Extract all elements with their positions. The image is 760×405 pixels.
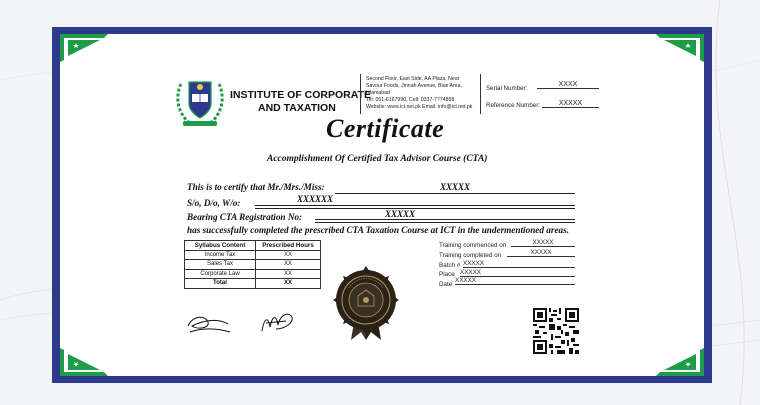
certificate-title: Certificate — [326, 114, 445, 143]
signature-left-icon — [184, 312, 234, 336]
sodowo-label: S/o, D/o, W/o: — [187, 198, 241, 208]
corner-ornament-bottom-left — [60, 348, 108, 376]
signature-right-icon — [256, 309, 298, 337]
registration-label: Bearing CTA Registration No: — [187, 212, 303, 222]
table-total-row: Total XX — [185, 279, 321, 289]
corner-ornament-top-left — [60, 34, 108, 62]
training-commenced-label: Training commenced on — [439, 242, 507, 249]
qr-code-icon — [533, 308, 579, 354]
date-label: Date — [439, 281, 453, 288]
certificate-sheet — [60, 34, 704, 376]
training-completed-label: Training completed on — [439, 252, 502, 259]
training-commenced-value: XXXXX — [511, 239, 575, 247]
wax-seal-icon — [333, 266, 399, 340]
syllabus-table — [184, 240, 321, 289]
table-row: Sales Tax XX — [185, 260, 321, 270]
date-value: XXXXX — [455, 277, 575, 285]
certify-value: XXXXX — [439, 182, 470, 192]
table-row: Income Tax XX — [185, 250, 321, 260]
certificate-subtitle: Accomplishment Of Certified Tax Advisor Course (CTA) — [267, 154, 488, 164]
certify-label: This is to certify that Mr./Mrs./Miss: — [187, 182, 325, 192]
corner-ornament-bottom-right — [656, 348, 704, 376]
institute-name-line1: INSTITUTE OF CORPORATE — [230, 89, 371, 101]
reference-number-label: Reference Number: — [486, 102, 540, 109]
place-value: XXXXX — [460, 269, 575, 277]
completion-text: has successfully completed the prescribed CTA Taxation Course at ICT in the undermentioned areas. — [187, 225, 569, 235]
place-label: Place — [439, 271, 455, 278]
sodowo-value: XXXXXX — [296, 194, 334, 204]
batch-label: Batch # — [439, 262, 461, 269]
serial-number-label: Serial Number: — [486, 85, 528, 92]
training-completed-value: XXXXX — [507, 249, 575, 257]
reference-number-value: XXXXX — [542, 100, 599, 108]
batch-value: XXXXX — [463, 260, 575, 268]
table-header-row: Syllabus Content Prescribed Hours — [185, 241, 321, 251]
table-row: Corporate Law XX — [185, 269, 321, 279]
registration-value: XXXXX — [384, 209, 415, 219]
institute-logo-icon — [173, 74, 227, 130]
serial-number-value: XXXX — [537, 81, 599, 89]
corner-ornament-top-right — [656, 34, 704, 62]
institute-name-line2: AND TAXATION — [258, 102, 336, 114]
institute-address: Second Floor, East Side, AA Plaza, Near Savour Foods, Jinnah Avenue, Blue Area, Islamabad Tel: 051-6167990, Cell: 0337-7774858 Website: www.ict.net.pk Email: info@ict.net.pk — [366, 76, 473, 110]
